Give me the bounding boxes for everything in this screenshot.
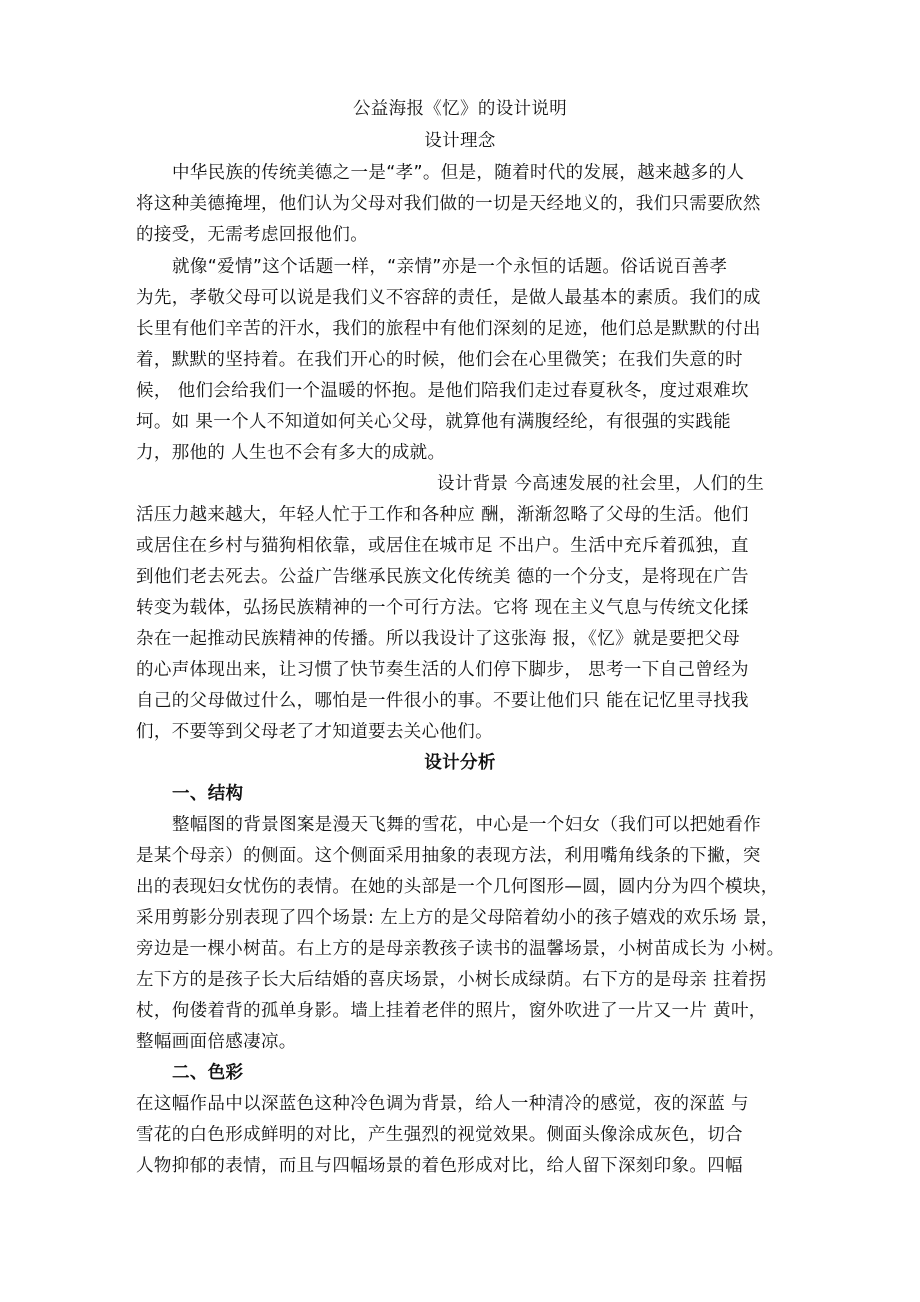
paragraph-line: 候， 他们会给我们一个温暖的怀抱。是他们陪我们走过春夏秋冬，度过艰难坎 bbox=[136, 381, 749, 401]
paragraph-line: 的接受，无需考虑回报他们。 bbox=[136, 225, 369, 245]
paragraph-line: 左下方的是孩子长大后结婚的喜庆场景，小树长成绿荫。右下方的是母亲 拄着拐 bbox=[136, 970, 767, 990]
subheading-structure: 一、结构 bbox=[172, 784, 244, 804]
paragraph-line: 自己的父母做过什么，哪怕是一件很小的事。不要让他们只 能在记忆里寻找我 bbox=[136, 691, 749, 711]
paragraph-line: 活压力越来越大，年轻人忙于工作和各种应 酬，渐渐忽略了父母的生活。他们 bbox=[136, 505, 749, 525]
paragraph-line: 是某个母亲）的侧面。这个侧面采用抽象的表现方法，利用嘴角线条的下撇，突 bbox=[136, 846, 761, 866]
paragraph-line: 杂在一起推动民族精神的传播。所以我设计了这张海 报，《忆》就是要把父母 bbox=[136, 629, 741, 649]
paragraph-line: 整幅图的背景图案是漫天飞舞的雪花，中心是一个妇女（我们可以把她看作 bbox=[172, 815, 762, 835]
paragraph-line: 出的表现妇女忧伤的表情。在她的头部是一个几何图形—圆，圆内分为四个模块， bbox=[136, 877, 779, 897]
paragraph-line: 人物抑郁的表情，而且与四幅场景的着色形成对比，给人留下深刻印象。四幅 bbox=[136, 1156, 743, 1176]
paragraph-line: 中华民族的传统美德之一是“孝”。但是，随着时代的发展，越来越多的人 bbox=[172, 163, 745, 183]
paragraph-line: 坷。如 果一个人不知道如何关心父母，就算他有满腹经纶，有很强的实践能 bbox=[136, 412, 731, 432]
paragraph-line: 力，那他的 人生也不会有多大的成就。 bbox=[136, 443, 446, 463]
paragraph-line: 转变为载体，弘扬民族精神的一个可行方法。它将 现在主义气息与传统文化揉 bbox=[136, 598, 749, 618]
paragraph-line: 着，默默的坚持着。在我们开心的时候，他们会在心里微笑；在我们失意的时 bbox=[136, 350, 743, 370]
paragraph-line: 设计背景 今高速发展的社会里，人们的生 bbox=[437, 474, 765, 494]
paragraph-line: 整幅画面倍感凄凉。 bbox=[136, 1032, 297, 1052]
paragraph-line: 采用剪影分别表现了四个场景: 左上方的是父母陪着幼小的孩子嬉戏的欢乐场 景， bbox=[136, 908, 779, 928]
paragraph-line: 或居住在乡村与猫狗相依靠，或居住在城市足 不出户。生活中充斥着孤独，直 bbox=[136, 536, 749, 556]
paragraph-line: 为先，孝敬父母可以说是我们义不容辞的责任，是做人最基本的素质。我们的成 bbox=[136, 288, 761, 308]
paragraph-line: 杖，佝偻着背的孤单身影。墙上挂着老伴的照片，窗外吹进了一片又一片 黄叶， bbox=[136, 1001, 767, 1021]
subheading-color: 二、色彩 bbox=[172, 1063, 244, 1083]
heading-design-concept: 设计理念 bbox=[424, 131, 496, 151]
paragraph-line: 将这种美德掩埋，他们认为父母对我们做的一切是天经地义的，我们只需要欣然 bbox=[136, 194, 761, 214]
paragraph-line: 的心声体现出来，让习惯了快节奏生活的人们停下脚步， 思考一下自己曾经为 bbox=[136, 660, 749, 680]
document-title: 公益海报《忆》的设计说明 bbox=[352, 99, 568, 119]
paragraph-line: 旁边是一棵小树苗。右上方的是母亲教孩子读书的温馨场景，小树苗成长为 小树。 bbox=[136, 939, 785, 959]
paragraph-line: 就像“爱情”这个话题一样，“亲情”亦是一个永恒的话题。俗话说百善孝 bbox=[172, 257, 728, 277]
paragraph-line: 在这幅作品中以深蓝色这种冷色调为背景，给人一种清冷的感觉，夜的深蓝 与 bbox=[136, 1094, 749, 1114]
paragraph-line: 长里有他们辛苦的汗水，我们的旅程中有他们深刻的足迹，他们总是默默的付出 bbox=[136, 319, 761, 339]
heading-design-analysis: 设计分析 bbox=[424, 753, 496, 773]
paragraph-line: 们，不要等到父母老了才知道要去关心他们。 bbox=[136, 722, 493, 742]
paragraph-line: 到他们老去死去。公益广告继承民族文化传统美 德的一个分支，是将现在广告 bbox=[136, 567, 749, 587]
paragraph-line: 雪花的白色形成鲜明的对比，产生强烈的视觉效果。侧面头像涂成灰色，切合 bbox=[136, 1125, 743, 1145]
